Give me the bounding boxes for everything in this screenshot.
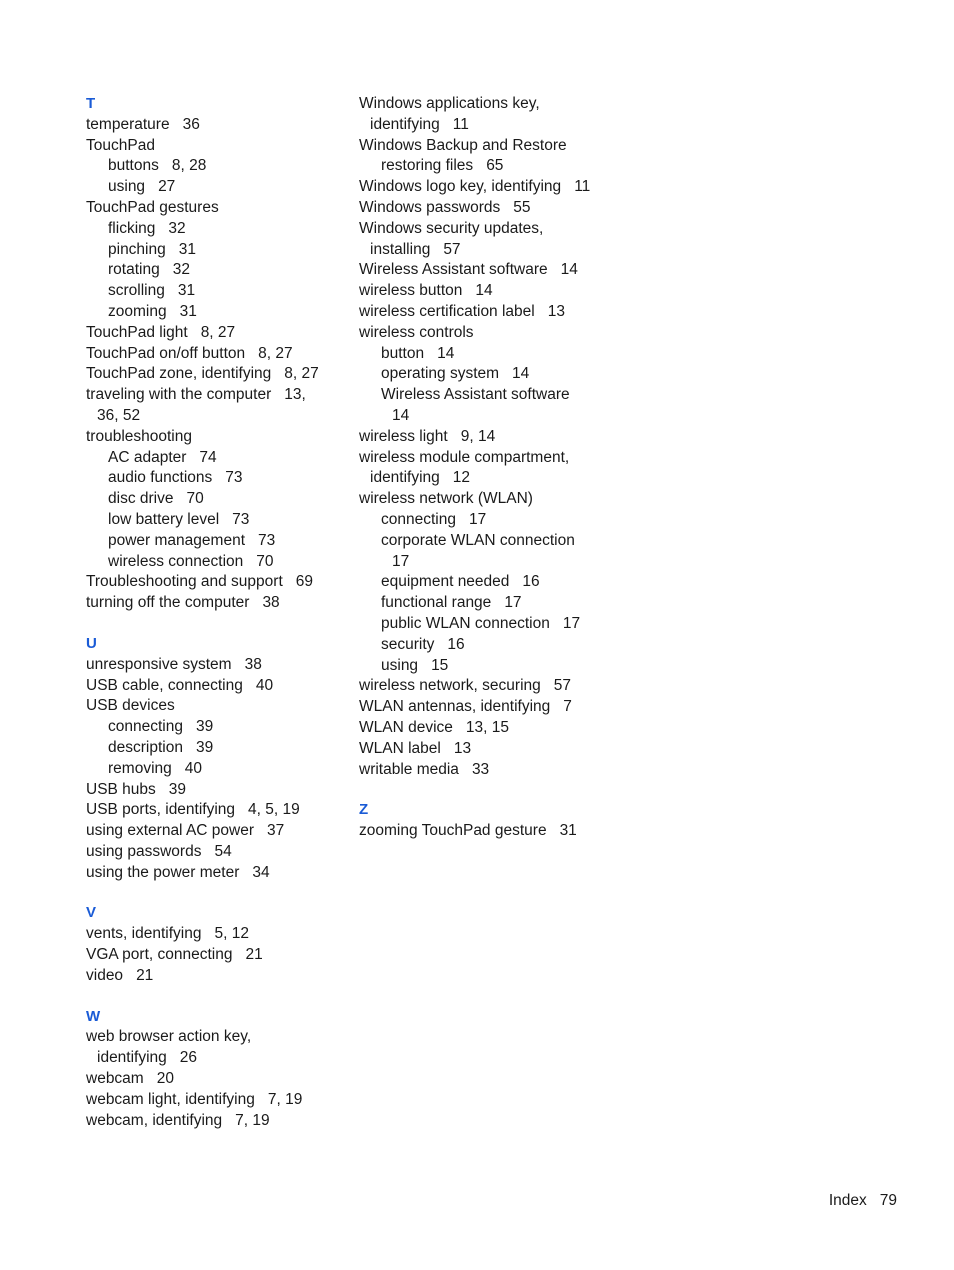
entry-page-numbers: 21 [245,946,263,964]
entry-term: TouchPad [86,136,155,154]
entry-term: writable media [359,760,459,778]
entry-page-numbers: 5, 12 [214,925,249,943]
entry-term: WLAN device [359,718,453,736]
entry-term: connecting [108,718,183,736]
entry-term: wireless network, securing [359,677,541,695]
index-entry [86,655,346,676]
index-subentry [86,759,346,780]
index-subentry [359,156,619,177]
index-entry [86,696,346,717]
entry-page-numbers: 54 [214,842,232,860]
entry-term: webcam light, identifying [86,1090,255,1108]
entry-term: TouchPad gestures [86,198,219,216]
index-entry [359,94,619,115]
entry-term: identifying [370,115,440,133]
entry-page-numbers: 31 [559,822,577,840]
entry-page-numbers: 38 [244,655,262,673]
entry-page-numbers: 13, 15 [465,718,510,736]
entry-page-numbers: 32 [168,219,186,237]
entry-page-numbers: 11 [452,115,469,133]
entry-page-numbers: 32 [172,261,190,279]
entry-term: 36, 52 [97,406,141,424]
group-letter-heading: V [86,904,97,922]
entry-term: connecting [381,510,456,528]
index-entry [86,1069,346,1090]
entry-term: AC adapter [108,448,187,466]
index-entry [359,448,619,469]
entry-term: USB cable, connecting [86,676,243,694]
entry-term: disc drive [108,490,174,508]
entry-term: using [108,178,146,196]
entry-term: buttons [108,157,159,175]
index-subentry [86,240,346,261]
index-entry [86,136,346,157]
entry-page-numbers: 65 [486,157,504,175]
entry-term: VGA port, connecting [86,946,233,964]
entry-term: vents, identifying [86,925,202,943]
index-subentry [359,510,619,531]
entry-term: TouchPad zone, identifying [86,365,272,383]
entry-page-numbers: 39 [168,780,187,798]
entry-term: web browser action key, [86,1028,252,1046]
index-entry-continuation [359,552,619,573]
index-entry [359,760,619,781]
entry-page-numbers: 21 [136,966,154,984]
index-entry [86,593,346,614]
entry-page-numbers: 69 [295,573,314,591]
entry-term: operating system [381,365,500,383]
index-entry [359,489,619,510]
entry-page-numbers: 40 [255,676,274,694]
entry-page-numbers: 55 [513,198,531,216]
index-entry [86,198,346,219]
index-entry [359,281,619,302]
entry-page-numbers: 15 [431,656,449,674]
index-subentry [86,177,346,198]
entry-page-numbers: 9, 14 [460,427,496,445]
index-subentry [359,364,619,385]
entry-page-numbers: 74 [199,448,217,466]
index-entry-continuation [86,1048,346,1069]
entry-page-numbers: 37 [267,822,285,840]
entry-term: TouchPad light [86,323,188,341]
index-entry [86,821,346,842]
entry-term: wireless light [359,427,448,445]
entry-term: USB devices [86,697,175,715]
index-entry [86,1027,346,1048]
entry-page-numbers: 14 [512,365,530,383]
entry-term: wireless button [359,282,463,300]
index-subentry [86,510,346,531]
index-group [86,634,346,884]
entry-page-numbers: 14 [475,282,493,300]
entry-term: installing [370,240,431,258]
index-entry [86,780,346,801]
entry-page-numbers: 31 [178,240,196,258]
entry-term: WLAN antennas, identifying [359,698,551,716]
index-subentry [86,468,346,489]
index-entry [359,323,619,344]
entry-term: wireless certification label [359,302,535,320]
entry-page-numbers: 26 [179,1049,198,1067]
index-entry [86,800,346,821]
entry-term: rotating [108,261,160,279]
entry-term: webcam, identifying [86,1111,223,1129]
entry-term: audio functions [108,469,213,487]
entry-term: USB hubs [86,780,156,798]
entry-page-numbers: 39 [195,738,214,756]
entry-term: using the power meter [86,863,240,881]
index-entry [86,115,346,136]
index-subentry [86,489,346,510]
entry-term: security [381,635,435,653]
group-letter-heading: Z [359,801,369,819]
entry-page-numbers: 27 [158,178,176,196]
index-group [359,94,619,780]
index-subentry [359,344,619,365]
entry-page-numbers: 40 [184,759,202,777]
index-entry-continuation [86,406,346,427]
entry-page-numbers: 14 [560,261,578,279]
index-group [86,94,346,614]
entry-page-numbers: 16 [522,573,540,591]
entry-page-numbers: 17 [504,594,522,612]
entry-term: Windows security updates, [359,219,544,237]
entry-page-numbers: 13, [284,386,306,404]
entry-term: restoring files [381,157,474,175]
index-entry [86,945,346,966]
index-entry [359,427,619,448]
entry-page-numbers: 70 [256,552,274,570]
index-entry [86,323,346,344]
footer-label: Index [828,1192,867,1209]
index-entry [359,136,619,157]
entry-term: Windows passwords [359,198,501,216]
entry-page-numbers: 16 [447,635,465,653]
entry-page-numbers: 70 [186,490,204,508]
entry-term: wireless network (WLAN) [359,490,533,508]
entry-term: 14 [392,406,410,424]
entry-page-numbers: 12 [452,469,471,487]
index-entry [86,924,346,945]
index-group [86,903,346,986]
index-subentry [359,656,619,677]
index-subentry [86,552,346,573]
index-entry [86,966,346,987]
index-entry [86,344,346,365]
index-subentry [359,614,619,635]
entry-term: WLAN label [359,739,441,757]
entry-page-numbers: 17 [468,510,487,528]
entry-term: 17 [392,552,410,570]
index-entry [359,821,619,842]
entry-term: Windows logo key, identifying [359,178,562,196]
entry-term: public WLAN connection [381,614,550,632]
index-subentry [86,448,346,469]
entry-term: Windows Backup and Restore [359,136,567,154]
page-number: 79 [879,1192,897,1209]
index-subentry [359,635,619,656]
index-entry [86,1090,346,1111]
index-entry [359,177,619,198]
index-subentry [86,260,346,281]
entry-term: turning off the computer [86,594,250,612]
index-entry [359,302,619,323]
entry-page-numbers: 8, 28 [171,157,207,175]
entry-term: low battery level [108,510,220,528]
group-letter-heading: U [86,634,97,652]
entry-page-numbers: 73 [232,510,250,528]
index-entry [86,676,346,697]
index-entry [86,385,346,406]
index-subentry [359,593,619,614]
entry-page-numbers: 14 [437,344,455,362]
index-entry-continuation [359,468,619,489]
entry-term: wireless module compartment, [359,448,570,466]
entry-term: troubleshooting [86,427,192,445]
index-entry [359,676,619,697]
entry-term: Troubleshooting and support [86,573,283,591]
entry-page-numbers: 31 [179,302,197,320]
entry-term: webcam [86,1070,144,1088]
entry-page-numbers: 8, 27 [284,365,319,383]
entry-page-numbers: 38 [262,594,280,612]
index-subentry [86,156,346,177]
index-entry [86,427,346,448]
entry-page-numbers: 33 [471,760,490,778]
entry-term: scrolling [108,282,165,300]
entry-term: functional range [381,594,492,612]
index-entry-continuation [359,406,619,427]
entry-term: wireless controls [359,323,474,341]
entry-term: zooming TouchPad gesture [359,822,547,840]
entry-page-numbers: 57 [553,677,572,695]
index-column-right [359,94,619,862]
index-entry [359,219,619,240]
entry-page-numbers: 8, 27 [200,323,236,341]
entry-term: TouchPad on/off button [86,344,246,362]
entry-page-numbers: 73 [258,531,276,549]
entry-term: equipment needed [381,573,510,591]
entry-page-numbers: 7 [563,698,572,716]
index-subentry [359,531,619,552]
entry-page-numbers: 39 [195,718,214,736]
entry-page-numbers: 4, 5, 19 [248,801,300,819]
entry-term: using [381,656,419,674]
entry-term: power management [108,531,245,549]
entry-term: button [381,344,425,362]
entry-page-numbers: 8, 27 [258,344,293,362]
entry-term: traveling with the computer [86,386,272,404]
entry-term: removing [108,759,172,777]
index-entry [86,572,346,593]
entry-term: flicking [108,219,156,237]
index-entry [359,718,619,739]
entry-term: unresponsive system [86,655,232,673]
entry-term: identifying [97,1049,167,1067]
index-entry [86,1111,346,1132]
index-entry [359,697,619,718]
entry-term: USB ports, identifying [86,801,236,819]
index-subentry [86,302,346,323]
entry-term: wireless connection [108,552,244,570]
entry-term: description [108,738,183,756]
entry-term: temperature [86,115,170,133]
page-footer [829,1191,897,1211]
entry-term: Wireless Assistant software [381,386,570,404]
index-entry [86,863,346,884]
entry-page-numbers: 7, 19 [267,1090,303,1108]
entry-page-numbers: 11 [574,178,591,196]
entry-term: video [86,966,124,984]
index-entry [86,842,346,863]
entry-term: using external AC power [86,822,255,840]
entry-page-numbers: 7, 19 [235,1111,270,1129]
entry-page-numbers: 31 [177,282,196,300]
entry-page-numbers: 57 [443,240,461,258]
entry-term: using passwords [86,842,202,860]
group-letter-heading: T [86,95,96,112]
index-subentry [86,738,346,759]
index-entry [359,260,619,281]
index-entry [359,198,619,219]
entry-page-numbers: 13 [453,739,472,757]
entry-page-numbers: 17 [562,614,581,632]
entry-page-numbers: 13 [547,302,565,320]
entry-term: Wireless Assistant software [359,261,548,279]
index-group [359,800,619,842]
entry-term: identifying [370,469,440,487]
index-subentry [359,385,619,406]
index-group [86,1007,346,1132]
index-subentry [86,219,346,240]
entry-page-numbers: 34 [252,863,270,881]
entry-page-numbers: 36 [182,115,200,133]
index-entry [359,739,619,760]
entry-page-numbers: 20 [156,1070,174,1088]
index-entry-continuation [359,115,619,136]
entry-term: corporate WLAN connection [381,531,575,549]
index-subentry [86,717,346,738]
index-subentry [86,531,346,552]
index-subentry [86,281,346,302]
index-entry [86,364,346,385]
index-subentry [359,572,619,593]
index-column-left [86,94,346,1151]
entry-term: pinching [108,240,166,258]
entry-term: Windows applications key, [359,95,540,112]
entry-page-numbers: 73 [225,469,243,487]
index-entry-continuation [359,240,619,261]
group-letter-heading: W [86,1007,101,1025]
entry-term: zooming [108,302,167,320]
